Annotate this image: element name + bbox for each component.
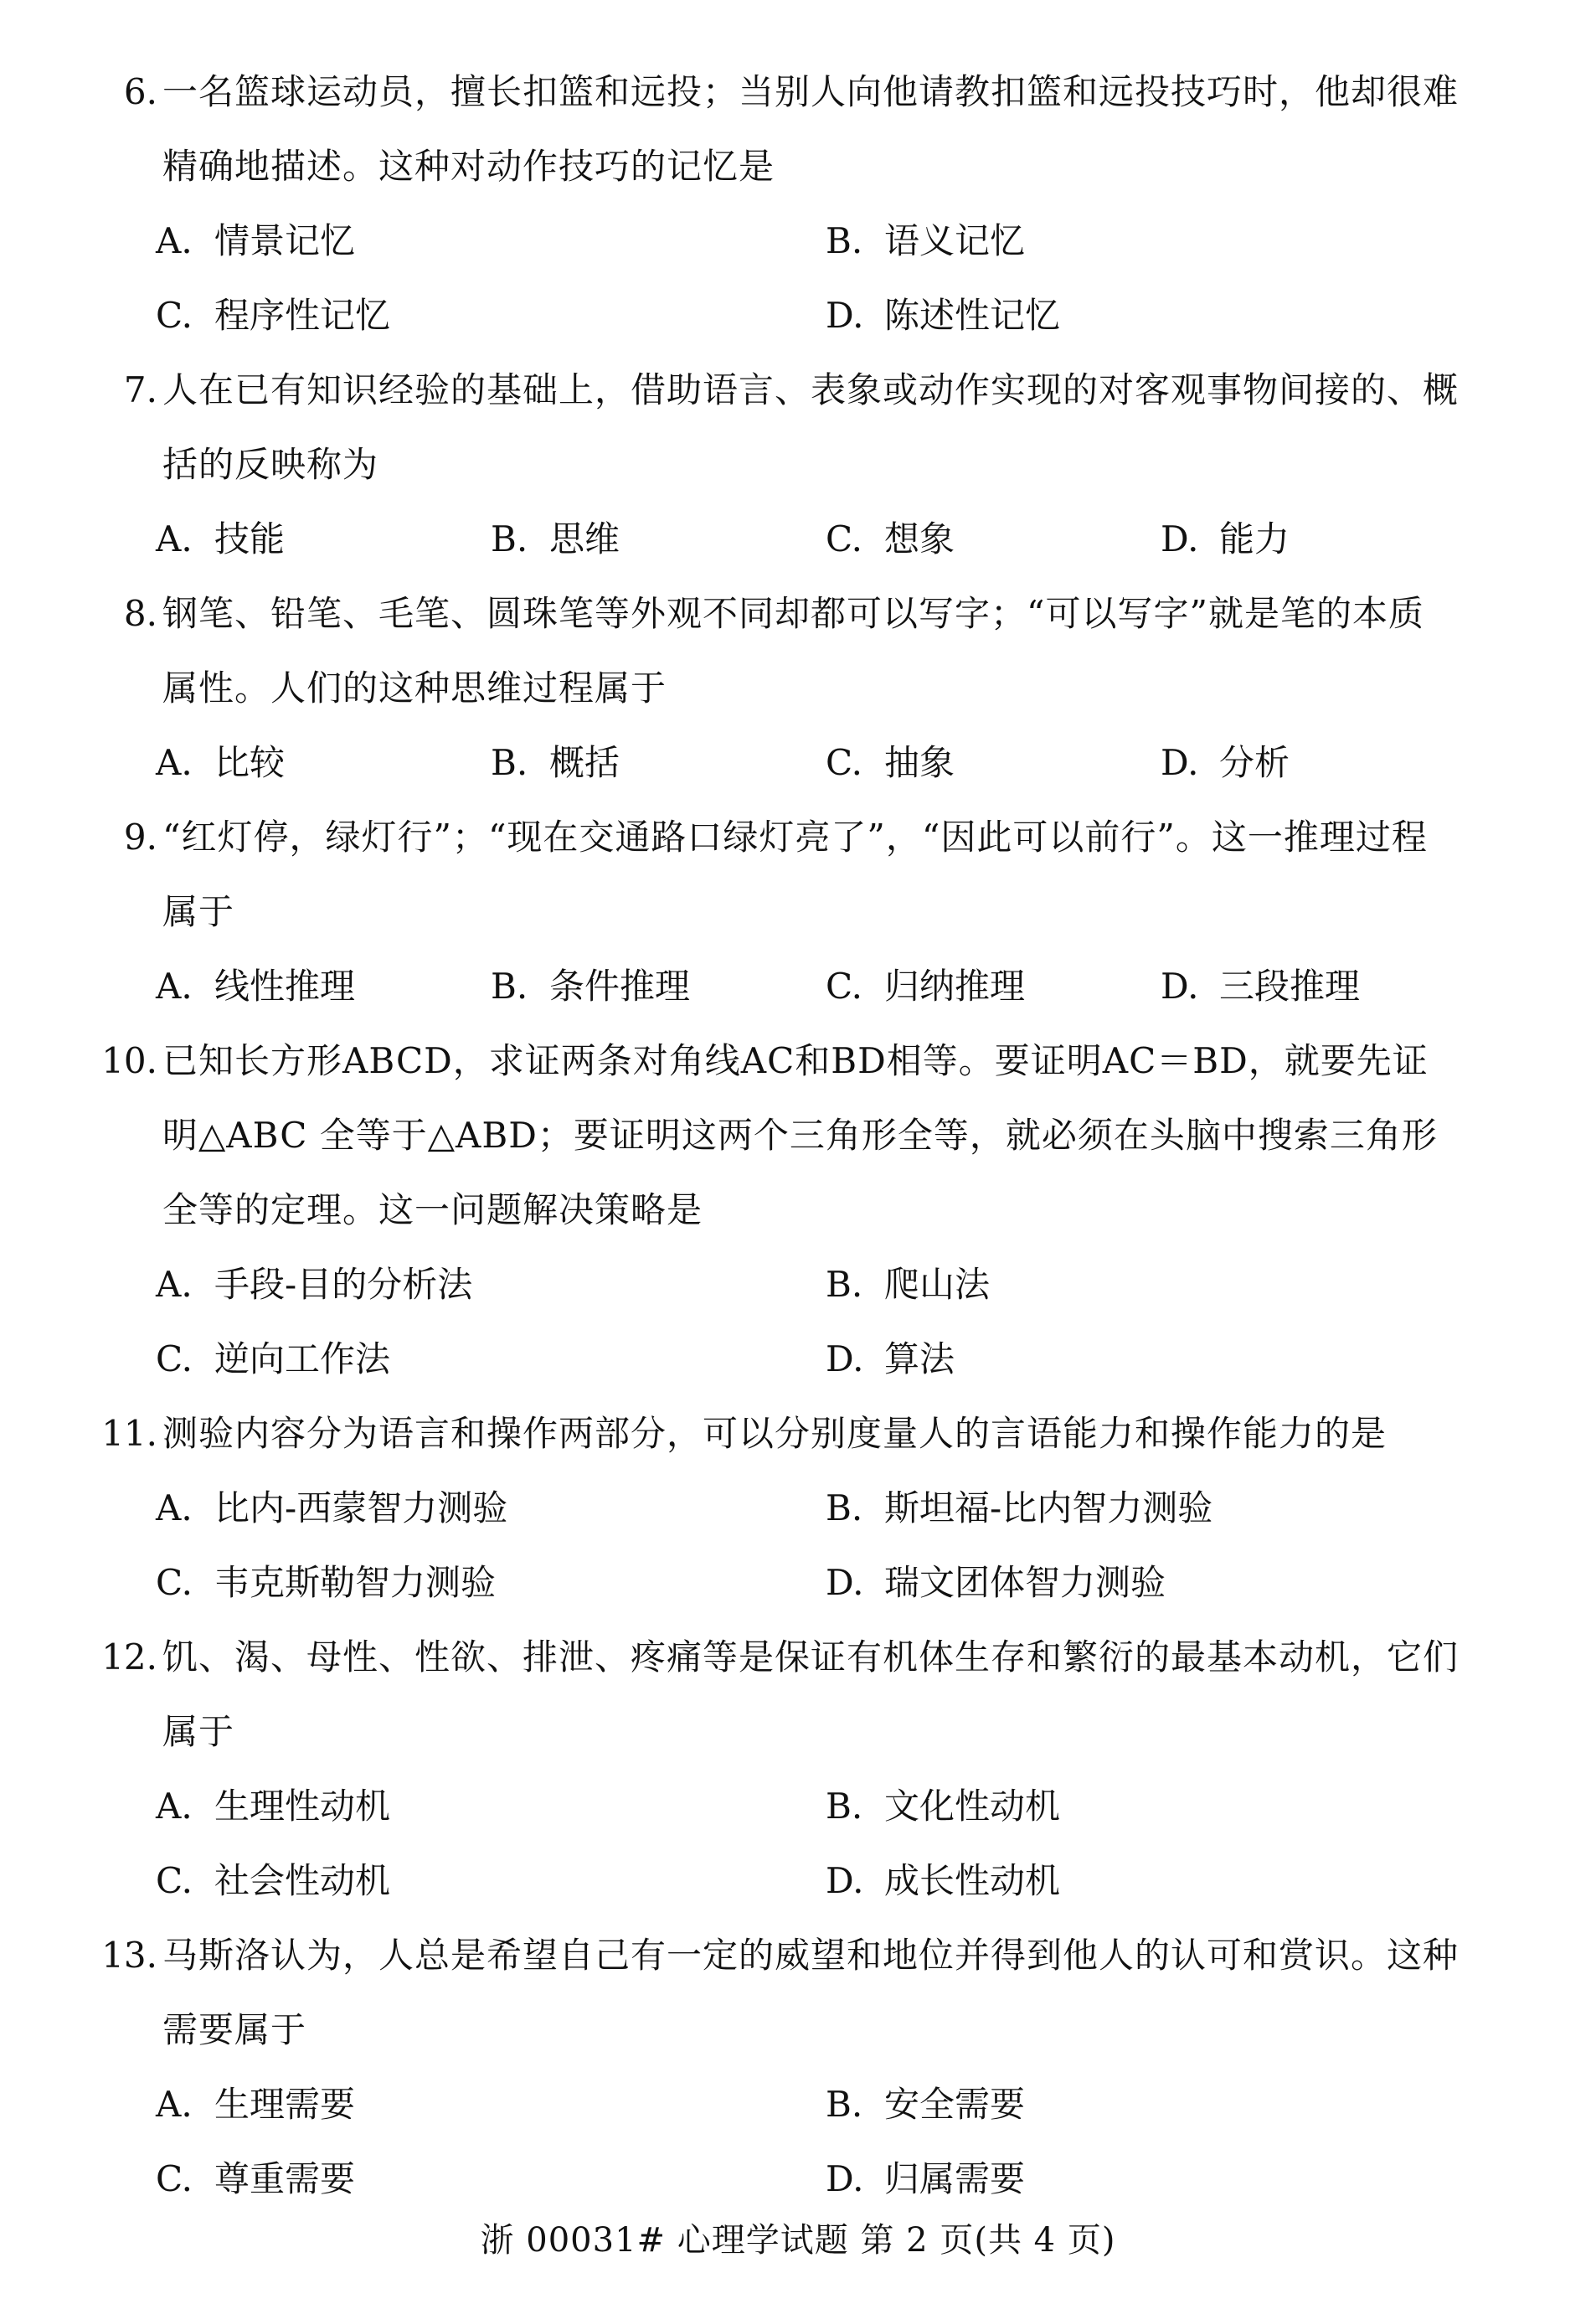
option-d: D. 瑞文团体智力测验 xyxy=(826,1562,1166,1603)
option-a: A. 生理性动机 xyxy=(156,1786,391,1827)
option-a: A. 生理需要 xyxy=(156,2084,356,2125)
option-d: D. 三段推理 xyxy=(1161,966,1361,1007)
question-text-continued: 明△ABC 全等于△ABD；要证明这两个三角形全等，就必须在头脑中搜索三角形 xyxy=(162,1115,1438,1156)
option-b: B. 文化性动机 xyxy=(826,1786,1061,1827)
question-7 xyxy=(92,353,1532,576)
question-number: 7. xyxy=(123,369,157,410)
question-number: 13. xyxy=(101,1935,157,1976)
option-b: B. 概括 xyxy=(491,742,620,783)
option-c: C. 归纳推理 xyxy=(826,966,1026,1007)
question-text: 一名篮球运动员，擅长扣篮和远投；当别人向他请教扣篮和远投技巧时，他却很难 xyxy=(162,71,1460,112)
question-text-continued: 属性。人们的这种思维过程属于 xyxy=(162,667,667,709)
question-text: 测验内容分为语言和操作两部分，可以分别度量人的言语能力和操作能力的是 xyxy=(162,1413,1387,1454)
page-footer: 浙 00031# 心理学试题 第 2 页(共 4 页) xyxy=(480,2221,1116,2260)
option-a: A. 比较 xyxy=(156,742,286,783)
option-c: C. 韦克斯勒智力测验 xyxy=(156,1562,497,1603)
question-number: 11. xyxy=(101,1413,157,1454)
option-b: B. 思维 xyxy=(491,518,620,559)
option-b: B. 条件推理 xyxy=(491,966,691,1007)
question-text: 饥、渴、母性、性欲、排泄、疼痛等是保证有机体生存和繁衍的最基本动机，它们 xyxy=(162,1637,1460,1678)
question-number: 10. xyxy=(101,1040,157,1081)
option-b: B. 安全需要 xyxy=(826,2084,1026,2125)
option-c: C. 逆向工作法 xyxy=(156,1338,391,1379)
question-13 xyxy=(92,1918,1532,2216)
question-text: “红灯停，绿灯行”；“现在交通路口绿灯亮了”，“因此可以前行”。这一推理过程 xyxy=(162,817,1428,858)
option-d: D. 分析 xyxy=(1161,742,1290,783)
question-number: 6. xyxy=(123,71,157,112)
question-text-continued: 属于 xyxy=(162,1711,235,1752)
question-text-continued: 括的反映称为 xyxy=(162,444,379,485)
question-6 xyxy=(92,54,1532,353)
option-c: C. 尊重需要 xyxy=(156,2158,356,2199)
option-a: A. 线性推理 xyxy=(156,966,356,1007)
option-b: B. 语义记忆 xyxy=(826,220,1026,261)
option-d: D. 归属需要 xyxy=(826,2158,1026,2199)
question-number: 8. xyxy=(123,593,157,634)
question-text-continued: 需要属于 xyxy=(162,2009,307,2050)
question-number: 12. xyxy=(101,1637,157,1678)
option-a: A. 手段-目的分析法 xyxy=(156,1264,473,1305)
question-8 xyxy=(92,576,1532,800)
question-11 xyxy=(92,1396,1532,1620)
question-text: 已知长方形ABCD，求证两条对角线AC和BD相等。要证明AC＝BD，就要先证 xyxy=(162,1040,1429,1081)
option-a: A. 比内-西蒙智力测验 xyxy=(156,1487,508,1528)
option-c: C. 社会性动机 xyxy=(156,1860,391,1901)
option-d: D. 陈述性记忆 xyxy=(826,295,1061,336)
question-number: 9. xyxy=(123,817,157,858)
option-d: D. 能力 xyxy=(1161,518,1290,559)
question-9 xyxy=(92,800,1532,1023)
option-d: D. 成长性动机 xyxy=(826,1860,1061,1901)
question-text-continued: 属于 xyxy=(162,891,235,932)
question-10 xyxy=(92,1023,1532,1396)
option-b: B. 斯坦福-比内智力测验 xyxy=(826,1487,1213,1528)
question-text-continued: 精确地描述。这种对动作技巧的记忆是 xyxy=(162,146,775,187)
option-c: C. 想象 xyxy=(826,518,955,559)
question-12 xyxy=(92,1620,1532,1918)
option-b: B. 爬山法 xyxy=(826,1264,991,1305)
question-text-continued: 全等的定理。这一问题解决策略是 xyxy=(162,1189,703,1230)
option-c: C. 程序性记忆 xyxy=(156,295,391,336)
question-text: 人在已有知识经验的基础上，借助语言、表象或动作实现的对客观事物间接的、概 xyxy=(162,369,1460,410)
option-a: A. 技能 xyxy=(156,518,286,559)
option-c: C. 抽象 xyxy=(826,742,955,783)
option-a: A. 情景记忆 xyxy=(156,220,356,261)
question-text: 钢笔、铅笔、毛笔、圆珠笔等外观不同却都可以写字；“可以写字”就是笔的本质 xyxy=(162,593,1424,634)
question-text: 马斯洛认为，人总是希望自己有一定的威望和地位并得到他人的认可和赏识。这种 xyxy=(162,1935,1460,1976)
option-d: D. 算法 xyxy=(826,1338,955,1379)
